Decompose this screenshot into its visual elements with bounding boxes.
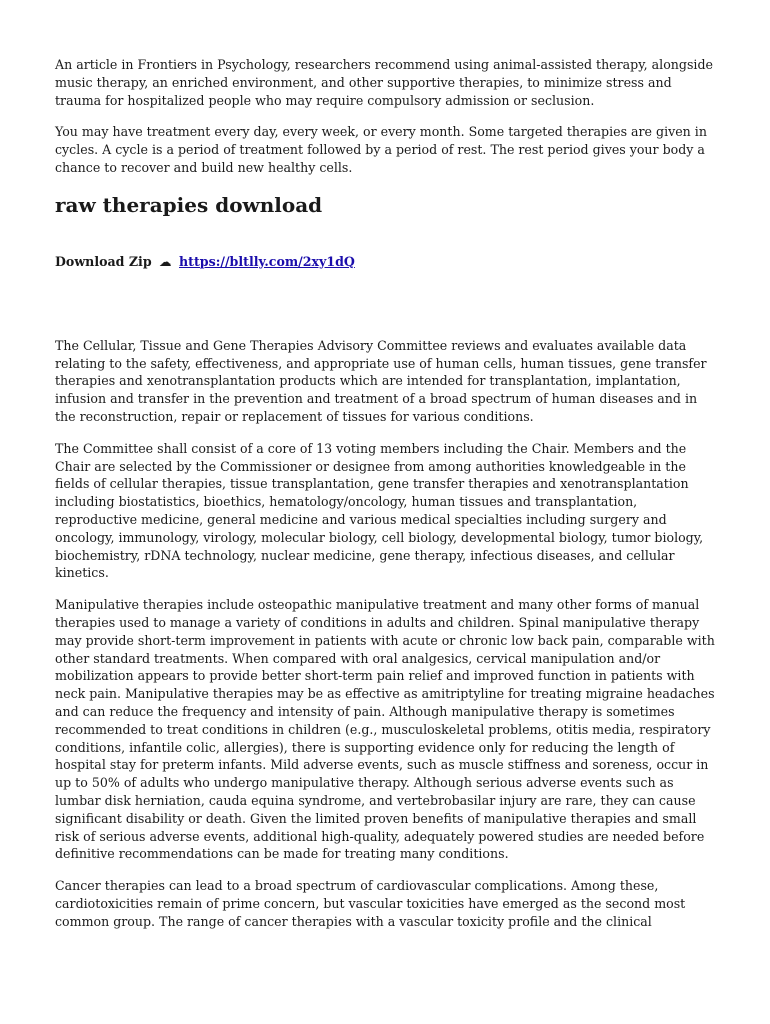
body-paragraph-1: The Cellular, Tissue and Gene Therapies Advisory Committee reviews and evaluates available data relating to the safety, effectiveness, and appropriate use of human cells, human tissues, gene transfer therapies and xenotransplantation products which are intended for transplantation, implantation, infusion and transfer in the prevention and treatment of a broad spectrum of human diseases and in the reconstruction, repair or replacement of tissues for various conditions. bbox=[55, 337, 707, 424]
download-arrow-icon: ☁ bbox=[159, 253, 172, 269]
download-link[interactable]: https://bltlly.com/2xy1dQ bbox=[179, 253, 355, 269]
spacer bbox=[55, 271, 720, 337]
body-paragraph-4: Cancer therapies can lead to a broad spectrum of cardiovascular complications. Among these, cardiotoxicities remain of prime concern, but vascular toxicities have emerged as the second most common group. The range of cancer therapies with a vascular toxicity profile and the clinical bbox=[55, 878, 686, 929]
body-paragraph-2: The Committee shall consist of a core of 13 voting members including the Chair. Members and the Chair are selected by the Commissioner or designee from among authorities knowledgeable in the fields of cellular therapies, tissue transplantation, gene transfer therapies and xenotransplantation including biostatistics, bioethics, hematology/oncology, human tissues and transplantation, reproductive medicine, general medicine and various medical specialties including surgery and oncology, immunology, virology, molecular biology, cell biology, developmental biology, tumor biology, biochemistry, rDNA technology, nuclear medicine, gene therapy, infectious diseases, and cellular kinetics. bbox=[55, 440, 704, 581]
intro-paragraph-2: You may have treatment every day, every week, or every month. Some targeted therapies are given in cycles. A cycle is a period of treatment followed by a period of rest. The rest period gives your body a chance to recover and build new healthy cells. bbox=[55, 124, 707, 175]
document-page bbox=[55, 56, 720, 944]
download-line bbox=[55, 253, 720, 271]
page-title: raw therapies download bbox=[55, 192, 323, 217]
body-paragraph-3: Manipulative therapies include osteopathic manipulative treatment and many other forms of manual therapies used to manage a variety of conditions in adults and children. Spinal manipulative therapy may provide short-term improvement in patients with acute or chronic low back pain, comparable with other standard treatments. When compared with oral analgesics, cervical manipulation and/or mobilization appears to provide better short-term pain relief and improved function in patients with neck pain. Manipulative therapies may be as effective as amitriptyline for treating migraine headaches and can reduce the frequency and intensity of pain. Although manipulative therapy is sometimes recommended to treat conditions in children (e.g., musculoskeletal problems, otitis media, respiratory conditions, infantile colic, allergies), there is supporting evidence only for reducing the length of hospital stay for preterm infants. Mild adverse events, such as muscle stiffness and soreness, occur in up to 50% of adults who undergo manipulative therapy. Although serious adverse events such as lumbar disk herniation, cauda equina syndrome, and vertebrobasilar injury are rare, they can cause significant disability or death. Given the limited proven benefits of manipulative therapies and small risk of serious adverse events, additional high-quality, adequately powered studies are needed before definitive recommendations can be made for treating many conditions. bbox=[55, 597, 715, 862]
download-label: Download Zip bbox=[55, 253, 152, 269]
intro-paragraph-1: An article in Frontiers in Psychology, researchers recommend using animal-assisted therapy, alongside music therapy, an enriched environment, and other supportive therapies, to minimize stress and trauma for hospitalized people who may require compulsory admission or seclusion. bbox=[55, 57, 713, 108]
